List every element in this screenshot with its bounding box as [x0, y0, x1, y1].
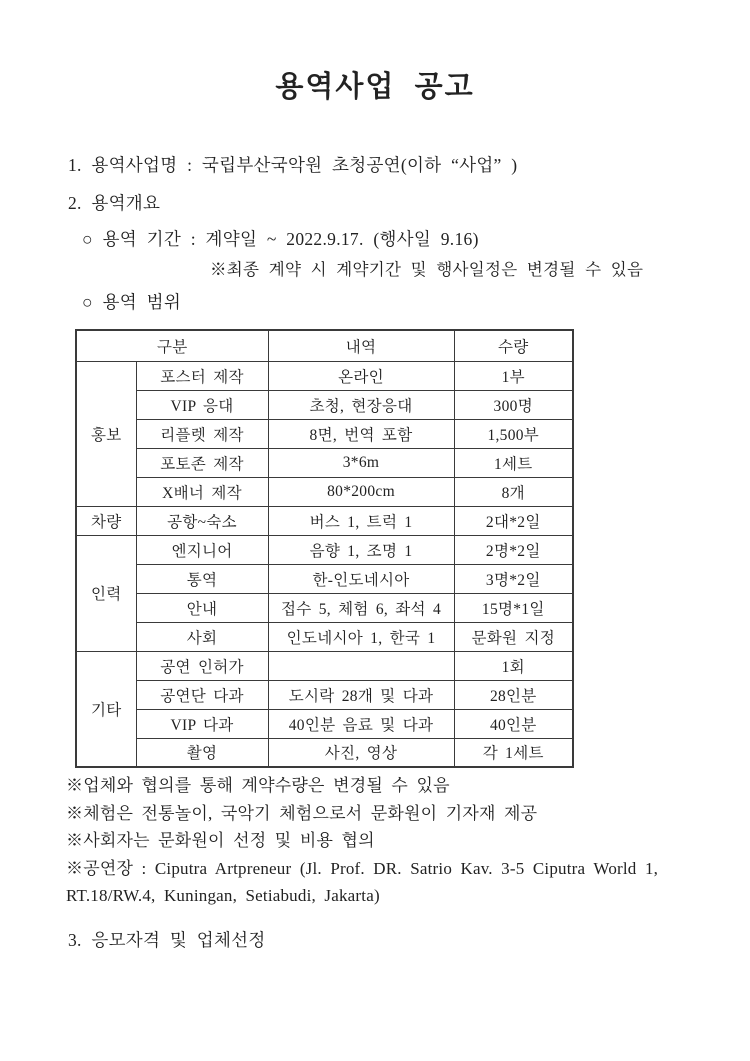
detail-cell: 8면, 번역 포함 — [268, 419, 454, 448]
table-row — [76, 390, 573, 419]
item-cell: 공연 인허가 — [136, 651, 268, 680]
detail-cell: 한-인도네시아 — [268, 564, 454, 593]
detail-cell: 온라인 — [268, 361, 454, 390]
footnote-experience-equipment: ※체험은 전통놀이, 국악기 체험으로서 문화원이 기자재 제공 — [66, 803, 538, 823]
detail-cell: 인도네시아 1, 한국 1 — [268, 622, 454, 651]
bullet-service-period: ○ 용역 기간 : 계약일 ~ 2022.9.17. (행사일 9.16) — [82, 229, 479, 249]
numbered-item-service-overview: 2. 용역개요 — [68, 193, 161, 213]
detail-cell: 사진, 영상 — [268, 738, 454, 767]
item-cell: X배너 제작 — [136, 477, 268, 506]
page-title: 용역사업 공고 — [275, 71, 475, 103]
footnote-quantity-change: ※업체와 협의를 통해 계약수량은 변경될 수 있음 — [66, 776, 450, 795]
group-cell-0: 홍보 — [76, 361, 136, 506]
table-row — [76, 506, 573, 535]
item-cell: 엔지니어 — [136, 535, 268, 564]
table-row — [76, 680, 573, 709]
table-row — [76, 477, 573, 506]
table-row — [76, 361, 573, 390]
qty-cell: 15명*1일 — [454, 593, 573, 622]
detail-cell: 도시락 28개 및 다과 — [268, 680, 454, 709]
qty-cell: 2대*2일 — [454, 506, 573, 535]
qty-cell: 300명 — [454, 390, 573, 419]
qty-cell: 2명*2일 — [454, 535, 573, 564]
table-row — [76, 564, 573, 593]
item-cell: 사회 — [136, 622, 268, 651]
table-header-detail: 내역 — [268, 330, 454, 361]
table-row — [76, 535, 573, 564]
item-cell: VIP 응대 — [136, 390, 268, 419]
detail-cell: 초청, 현장응대 — [268, 390, 454, 419]
note-schedule-change: ※최종 계약 시 계약기간 및 행사일정은 변경될 수 있음 — [210, 260, 644, 279]
qty-cell: 각 1세트 — [454, 738, 573, 767]
table-row — [76, 419, 573, 448]
table-header-row — [76, 330, 573, 361]
item-cell: 공항~숙소 — [136, 506, 268, 535]
detail-cell: 40인분 음료 및 다과 — [268, 709, 454, 738]
table-header-quantity: 수량 — [454, 330, 573, 361]
numbered-item-eligibility: 3. 응모자격 및 업체선정 — [68, 930, 266, 950]
table-row — [76, 738, 573, 767]
scope-table-body — [76, 361, 573, 767]
group-cell-1: 차량 — [76, 506, 136, 535]
item-cell: VIP 다과 — [136, 709, 268, 738]
item-cell: 포스터 제작 — [136, 361, 268, 390]
item-cell: 공연단 다과 — [136, 680, 268, 709]
qty-cell: 문화원 지정 — [454, 622, 573, 651]
detail-cell: 3*6m — [268, 448, 454, 477]
footnote-venue-address: ※공연장 : Ciputra Artpreneur (Jl. Prof. DR. Satrio Kav. 3-5 Ciputra World 1, RT.18/RW.4, Kuningan, Setiabudi, Jakarta) — [66, 858, 659, 906]
item-cell: 포토존 제작 — [136, 448, 268, 477]
footnote-host-selection: ※사회자는 문화원이 선정 및 비용 협의 — [66, 831, 375, 851]
qty-cell: 8개 — [454, 477, 573, 506]
group-cell-2: 인력 — [76, 535, 136, 651]
item-cell: 안내 — [136, 593, 268, 622]
detail-cell: 접수 5, 체험 6, 좌석 4 — [268, 593, 454, 622]
table-row — [76, 448, 573, 477]
qty-cell: 1부 — [454, 361, 573, 390]
service-scope-table — [75, 329, 574, 768]
qty-cell: 40인분 — [454, 709, 573, 738]
qty-cell: 3명*2일 — [454, 564, 573, 593]
detail-cell — [268, 651, 454, 680]
detail-cell: 버스 1, 트럭 1 — [268, 506, 454, 535]
qty-cell: 1세트 — [454, 448, 573, 477]
qty-cell: 1회 — [454, 651, 573, 680]
table-row — [76, 622, 573, 651]
detail-cell: 80*200cm — [268, 477, 454, 506]
item-cell: 리플렛 제작 — [136, 419, 268, 448]
qty-cell: 1,500부 — [454, 419, 573, 448]
table-header-category: 구분 — [76, 330, 268, 361]
table-row — [76, 709, 573, 738]
bullet-service-scope: ○ 용역 범위 — [82, 292, 182, 312]
item-cell: 촬영 — [136, 738, 268, 767]
qty-cell: 28인분 — [454, 680, 573, 709]
footnotes-block — [66, 772, 690, 910]
table-row — [76, 593, 573, 622]
numbered-item-service-name: 1. 용역사업명 : 국립부산국악원 초청공연(이하 “사업” ) — [68, 155, 518, 175]
item-cell: 통역 — [136, 564, 268, 593]
detail-cell: 음향 1, 조명 1 — [268, 535, 454, 564]
table-row — [76, 651, 573, 680]
group-cell-3: 기타 — [76, 651, 136, 767]
